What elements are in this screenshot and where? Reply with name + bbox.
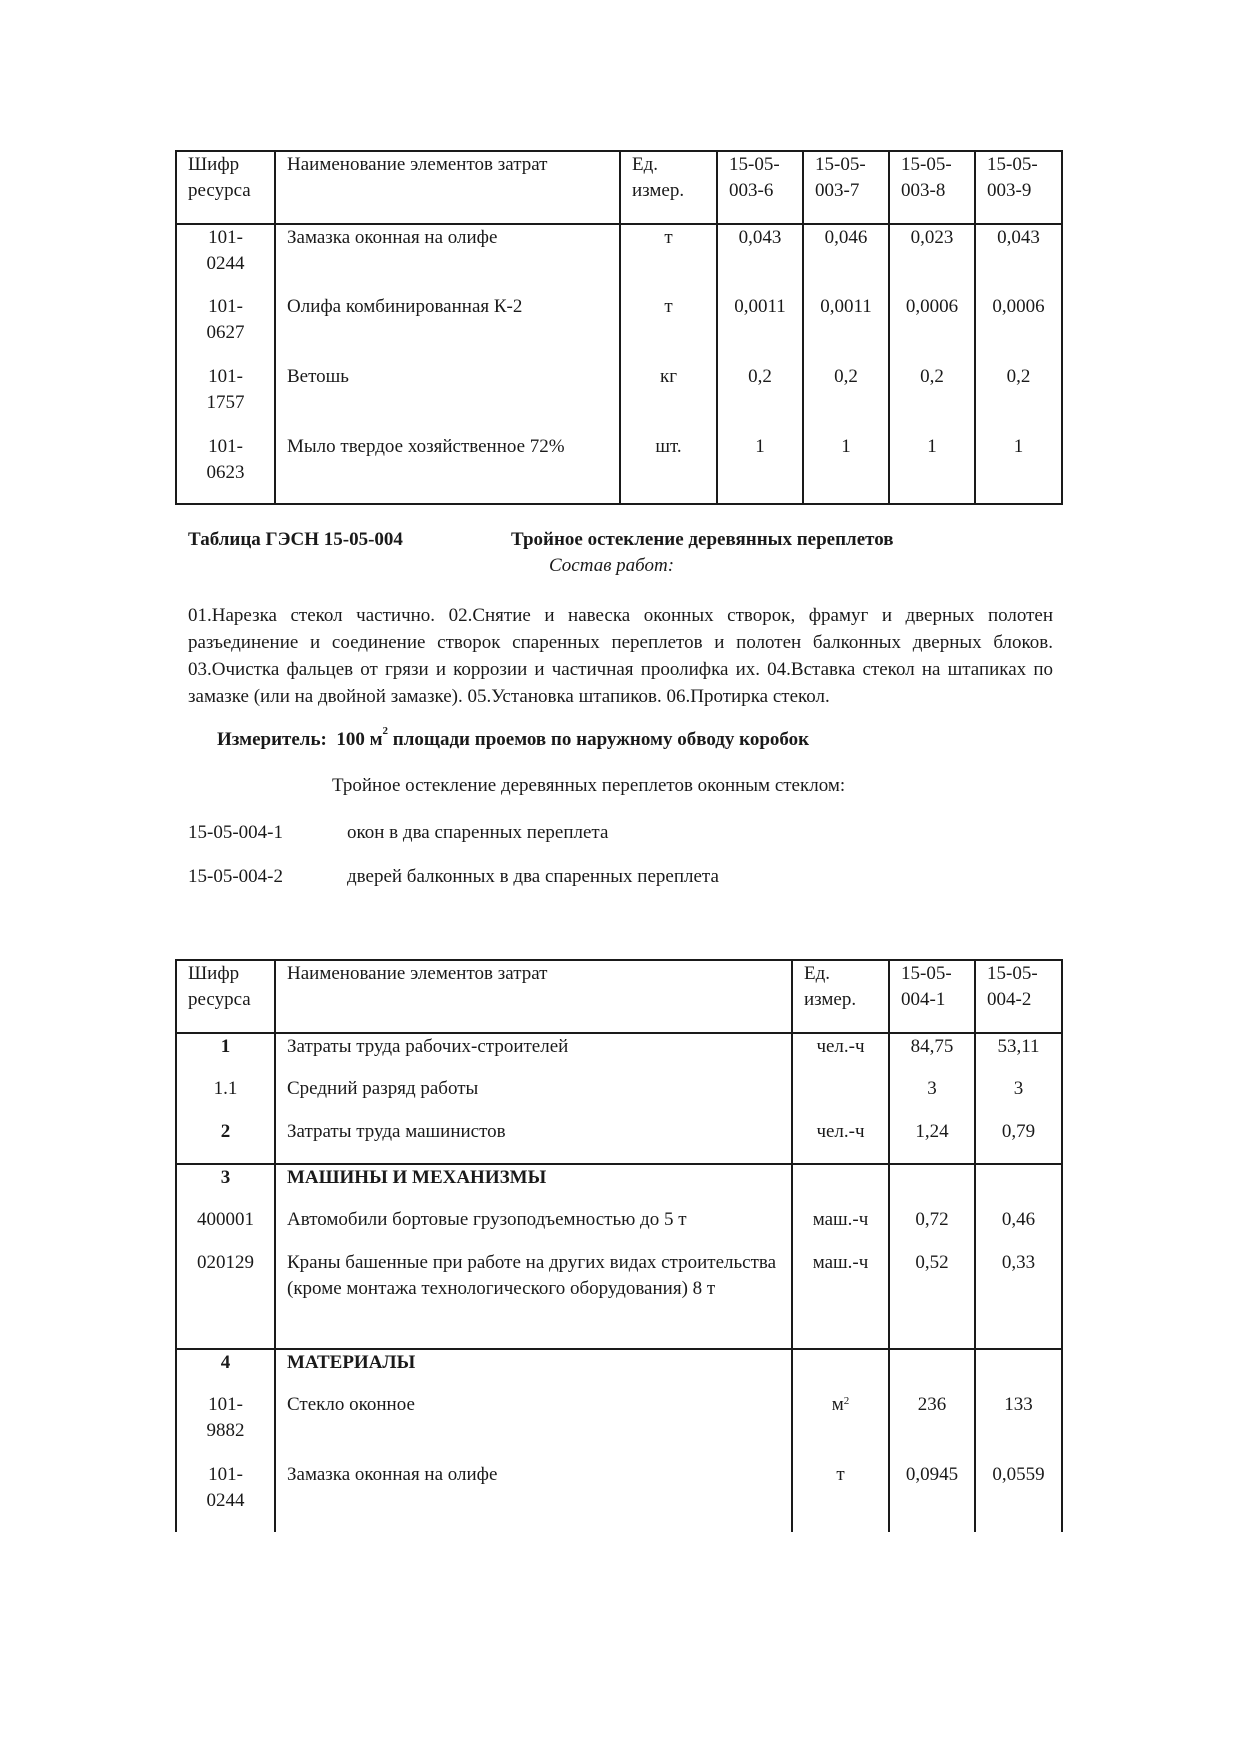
row-value: 3 [889, 1076, 975, 1119]
row-name: Автомобили бортовые грузоподъемностью до 5 т [275, 1207, 792, 1250]
table-header-row [176, 960, 1062, 1033]
row-code: 101- 0627 [176, 294, 275, 364]
table-header-row [176, 151, 1062, 224]
header-col-003-6: 15-05- 003-6 [717, 151, 803, 224]
row-value: 0,023 [889, 224, 975, 294]
row-value: 84,75 [889, 1033, 975, 1076]
row-unit: маш.-ч [792, 1250, 889, 1349]
header-unit: Ед. измер. [620, 151, 717, 224]
row-value: 0,043 [717, 224, 803, 294]
row-name: Олифа комбинированная К-2 [275, 294, 620, 364]
row-code: 2 [176, 1119, 275, 1164]
row-value: 0,33 [975, 1250, 1062, 1349]
row-value: 0,0006 [889, 294, 975, 364]
row-value: 0,2 [803, 364, 889, 434]
row-code: 101- 0244 [176, 224, 275, 294]
table-row [176, 1250, 1062, 1349]
row-value [975, 1349, 1062, 1392]
header-unit: Ед. измер. [792, 960, 889, 1033]
row-value: 0,046 [803, 224, 889, 294]
work-description: 01.Нарезка стекол частично. 02.Снятие и навеска оконных створок, фрамуг и дверных полотен разъединение и соединение створок спаренных переплетов и полотен балконных дверных блоков. 03.Очистка фальцев от грязи и коррозии и частичная проолифка их. 04.Вставка стекол на штапиках по замазке (или на двойной замазке). 05.Установка штапиков. 06.Протирка стекол. [188, 605, 1053, 707]
meter-sup: 2 [382, 725, 389, 737]
header-col-003-9: 15-05- 003-9 [975, 151, 1062, 224]
row-code: 101- 1757 [176, 364, 275, 434]
header-col-003-7: 15-05- 003-7 [803, 151, 889, 224]
row-value: 236 [889, 1392, 975, 1462]
table-intro: Тройное остекление деревянных переплетов оконным стеклом: [332, 775, 846, 796]
row-code: 020129 [176, 1250, 275, 1349]
header-col-004-2: 15-05- 004-2 [975, 960, 1062, 1033]
row-unit [792, 1349, 889, 1392]
meter-rest: площади проемов по наружному обводу коробок [392, 729, 810, 750]
row-name: Краны башенные при работе на других видах строительства (кроме монтажа технологического оборудования) 8 т [275, 1250, 792, 1349]
row-name: Мыло твердое хозяйственное 72% [275, 434, 620, 504]
row-value: 0,79 [975, 1119, 1062, 1164]
section-row-materials [176, 1349, 1062, 1392]
row-value: 0,2 [975, 364, 1062, 434]
row-unit: т [792, 1462, 889, 1532]
row-code: 101- 0244 [176, 1462, 275, 1532]
item-code: 15-05-004-2 [188, 866, 283, 887]
table-row [176, 1462, 1062, 1532]
row-value: 0,0559 [975, 1462, 1062, 1532]
meter-value: 100 м [336, 729, 383, 750]
item-text: окон в два спаренных переплета [347, 822, 609, 843]
row-value: 133 [975, 1392, 1062, 1462]
row-value [889, 1164, 975, 1207]
row-code: 3 [176, 1164, 275, 1207]
row-value: 0,0006 [975, 294, 1062, 364]
row-value [975, 1164, 1062, 1207]
row-name: МАШИНЫ И МЕХАНИЗМЫ [275, 1164, 792, 1207]
section-subtitle: Состав работ: [549, 555, 675, 576]
row-code: 1.1 [176, 1076, 275, 1119]
table-row [176, 1033, 1062, 1076]
row-name: МАТЕРИАЛЫ [275, 1349, 792, 1392]
row-value: 1 [717, 434, 803, 504]
row-value: 0,043 [975, 224, 1062, 294]
row-value: 3 [975, 1076, 1062, 1119]
row-value: 1 [975, 434, 1062, 504]
row-code: 101- 0623 [176, 434, 275, 504]
row-value: 1 [803, 434, 889, 504]
table-row [176, 1076, 1062, 1119]
row-value: 0,46 [975, 1207, 1062, 1250]
row-value: 0,0011 [803, 294, 889, 364]
row-unit: $м^2$ [792, 1392, 889, 1462]
row-code: 400001 [176, 1207, 275, 1250]
row-code: 4 [176, 1349, 275, 1392]
row-value [889, 1349, 975, 1392]
row-unit [792, 1076, 889, 1119]
row-value: 0,0011 [717, 294, 803, 364]
table-row [176, 294, 1062, 364]
meter-label: Измеритель: [217, 729, 327, 750]
table-row [176, 364, 1062, 434]
meter-line [217, 725, 810, 751]
row-unit: шт. [620, 434, 717, 504]
row-name: Ветошь [275, 364, 620, 434]
table-label: Таблица ГЭСН 15-05-004 [188, 529, 403, 550]
table-row [176, 224, 1062, 294]
row-name: Замазка оконная на олифе [275, 224, 620, 294]
row-name: Затраты труда машинистов [275, 1119, 792, 1164]
row-value: 0,72 [889, 1207, 975, 1250]
row-unit: маш.-ч [792, 1207, 889, 1250]
row-unit [792, 1164, 889, 1207]
row-name: Стекло оконное [275, 1392, 792, 1462]
header-name: Наименование элементов затрат [275, 960, 792, 1033]
row-code: 1 [176, 1033, 275, 1076]
header-name: Наименование элементов затрат [275, 151, 620, 224]
header-col-003-8: 15-05- 003-8 [889, 151, 975, 224]
table-row [176, 1392, 1062, 1462]
row-unit: чел.-ч [792, 1033, 889, 1076]
row-name: Затраты труда рабочих-строителей [275, 1033, 792, 1076]
section-row-machines [176, 1164, 1062, 1207]
row-value: 0,2 [717, 364, 803, 434]
row-value: 0,52 [889, 1250, 975, 1349]
row-value: 53,11 [975, 1033, 1062, 1076]
row-name: Замазка оконная на олифе [275, 1462, 792, 1532]
row-unit: кг [620, 364, 717, 434]
row-unit: т [620, 224, 717, 294]
item-code: 15-05-004-1 [188, 822, 283, 843]
row-value: 1,24 [889, 1119, 975, 1164]
table-row [176, 1119, 1062, 1164]
row-value: 1 [889, 434, 975, 504]
item-text: дверей балконных в два спаренных переплета [347, 866, 719, 887]
row-value: 0,0945 [889, 1462, 975, 1532]
row-code: 101- 9882 [176, 1392, 275, 1462]
row-unit: чел.-ч [792, 1119, 889, 1164]
row-unit: т [620, 294, 717, 364]
resource-table-15-05-004 [175, 959, 1063, 1532]
table-row [176, 1207, 1062, 1250]
resource-table-15-05-003 [175, 150, 1063, 505]
row-name: Средний разряд работы [275, 1076, 792, 1119]
header-code: Шифр ресурса [176, 960, 275, 1033]
header-code: Шифр ресурса [176, 151, 275, 224]
table-row [176, 434, 1062, 504]
header-col-004-1: 15-05- 004-1 [889, 960, 975, 1033]
row-value: 0,2 [889, 364, 975, 434]
section-title: Тройное остекление деревянных переплетов [511, 529, 894, 550]
